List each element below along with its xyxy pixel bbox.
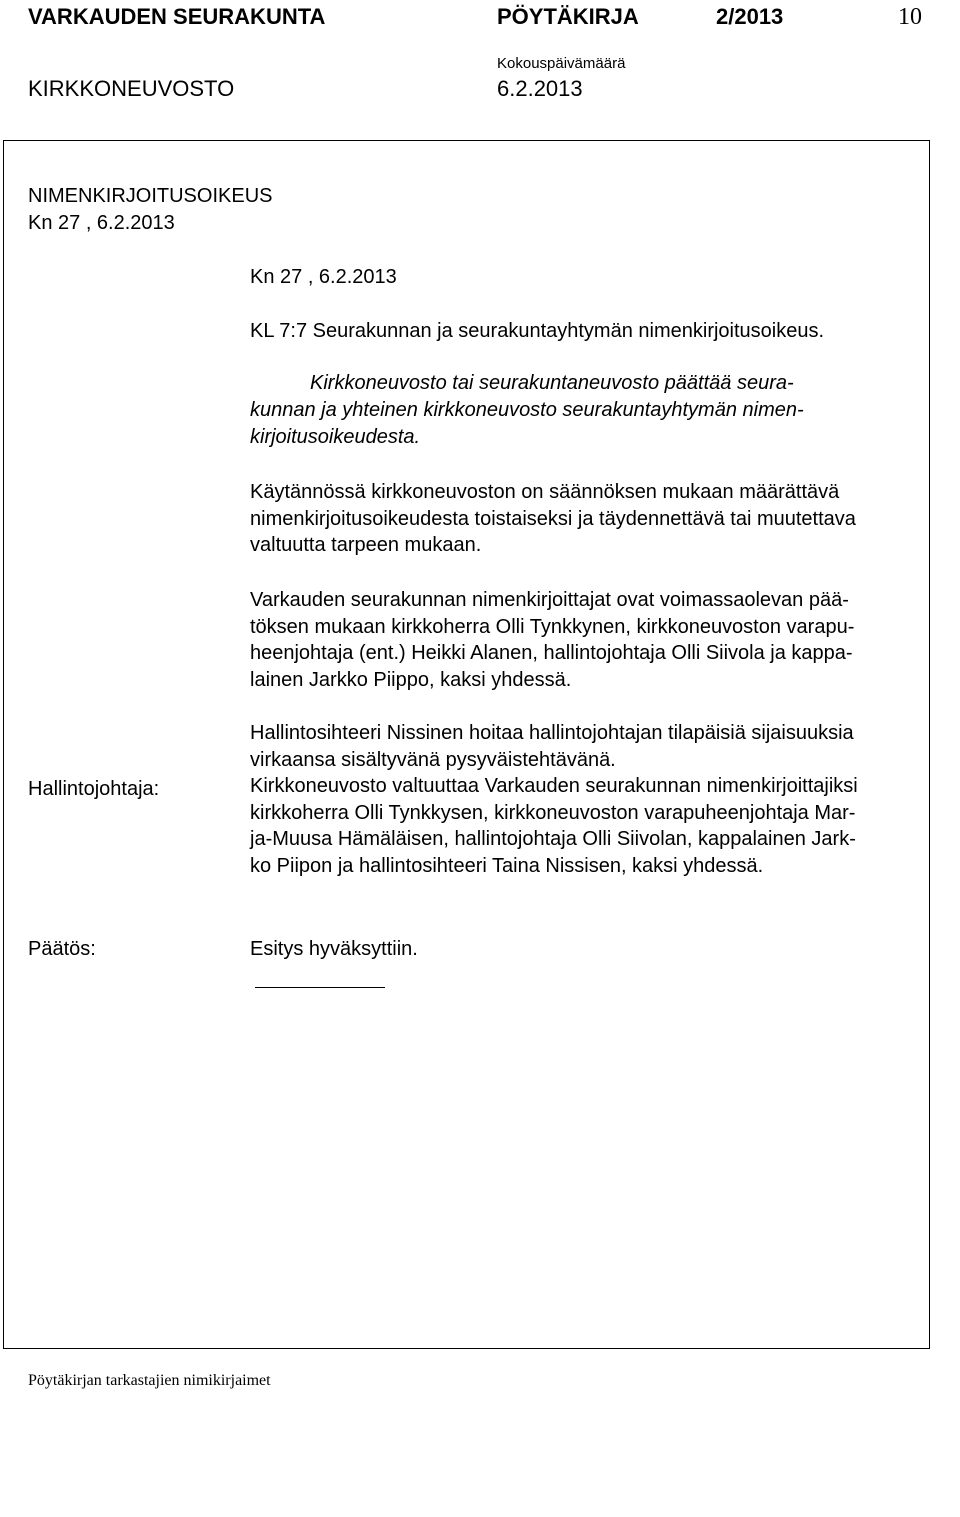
- meeting-date: 6.2.2013: [497, 76, 583, 101]
- paragraph-line: heenjohtaja (ent.) Heikki Alanen, hallintojohtaja Olli Siivola ja kappa-: [250, 642, 853, 664]
- paragraph-2: [250, 587, 854, 693]
- header-org: VARKAUDEN SEURAKUNTA: [28, 4, 326, 29]
- paragraph-3: [250, 720, 854, 773]
- law-reference: KL 7:7 Seurakunnan ja seurakuntayhtymän nimenkirjoitusoikeus.: [250, 320, 825, 342]
- paragraph-line: töksen mukaan kirkkoherra Olli Tynkkynen, kirkkoneuvoston varapu-: [250, 615, 855, 638]
- paragraph-1: [250, 479, 856, 559]
- proposal-label: Hallintojohtaja:: [28, 778, 160, 800]
- quote-line: kirjoitusoikeudesta.: [250, 426, 421, 448]
- end-rule: [255, 987, 385, 988]
- paragraph-line: valtuutta tarpeen mukaan.: [250, 534, 482, 556]
- paragraph-line: kirkkoherra Olli Tynkkysen, kirkkoneuvoston varapuheenjohtaja Mar-: [250, 801, 856, 824]
- section-title: NIMENKIRJOITUSOIKEUS: [28, 185, 273, 207]
- decision-text: Esitys hyväksyttiin.: [250, 938, 418, 960]
- decision-label: Päätös:: [28, 938, 96, 960]
- paragraph-line: Hallintosihteeri Nissinen hoitaa hallintojohtajan tilapäisiä sijaisuuksia: [250, 722, 854, 744]
- quote-line: Kirkkoneuvosto tai seurakuntaneuvosto päättää seura-: [310, 372, 794, 394]
- body-ref: Kn 27 , 6.2.2013: [250, 266, 397, 288]
- paragraph-line: virkaansa sisältyvänä pysyväistehtävänä.: [250, 748, 616, 771]
- quote-line: kunnan ja yhteinen kirkkoneuvosto seurakuntayhtymän nimen-: [250, 399, 804, 421]
- paragraph-line: Varkauden seurakunnan nimenkirjoittajat ovat voimassaolevan pää-: [250, 589, 849, 611]
- paragraph-line: nimenkirjoitusoikeudesta toistaiseksi ja täydennettävä tai muutettava: [250, 507, 856, 530]
- paragraph-line: Kirkkoneuvosto valtuuttaa Varkauden seurakunnan nimenkirjoittajiksi: [250, 775, 858, 797]
- law-quote: [250, 370, 804, 451]
- header-doc-type: PÖYTÄKIRJA: [497, 4, 639, 29]
- paragraph-line: Käytännössä kirkkoneuvoston on säännöksen mukaan määrättävä: [250, 481, 840, 503]
- paragraph-line: lainen Jarkko Piippo, kaksi yhdessä.: [250, 668, 572, 691]
- page-number: 10: [898, 4, 922, 30]
- signatures-label: Pöytäkirjan tarkastajien nimikirjaimet: [28, 1372, 271, 1389]
- header-doc-number: 2/2013: [716, 4, 784, 29]
- paragraph-line: ja-Muusa Hämäläisen, hallintojohtaja Olli Siivolan, kappalainen Jark-: [250, 828, 856, 850]
- paragraph-line: ko Piipon ja hallintosihteeri Taina Nissisen, kaksi yhdessä.: [250, 854, 764, 877]
- header-body: KIRKKONEUVOSTO: [28, 76, 235, 101]
- meeting-date-label: Kokouspäivämäärä: [497, 55, 626, 72]
- footer-rule: [3, 1348, 930, 1349]
- section-ref: Kn 27 , 6.2.2013: [28, 212, 175, 234]
- proposal-text: [250, 773, 858, 879]
